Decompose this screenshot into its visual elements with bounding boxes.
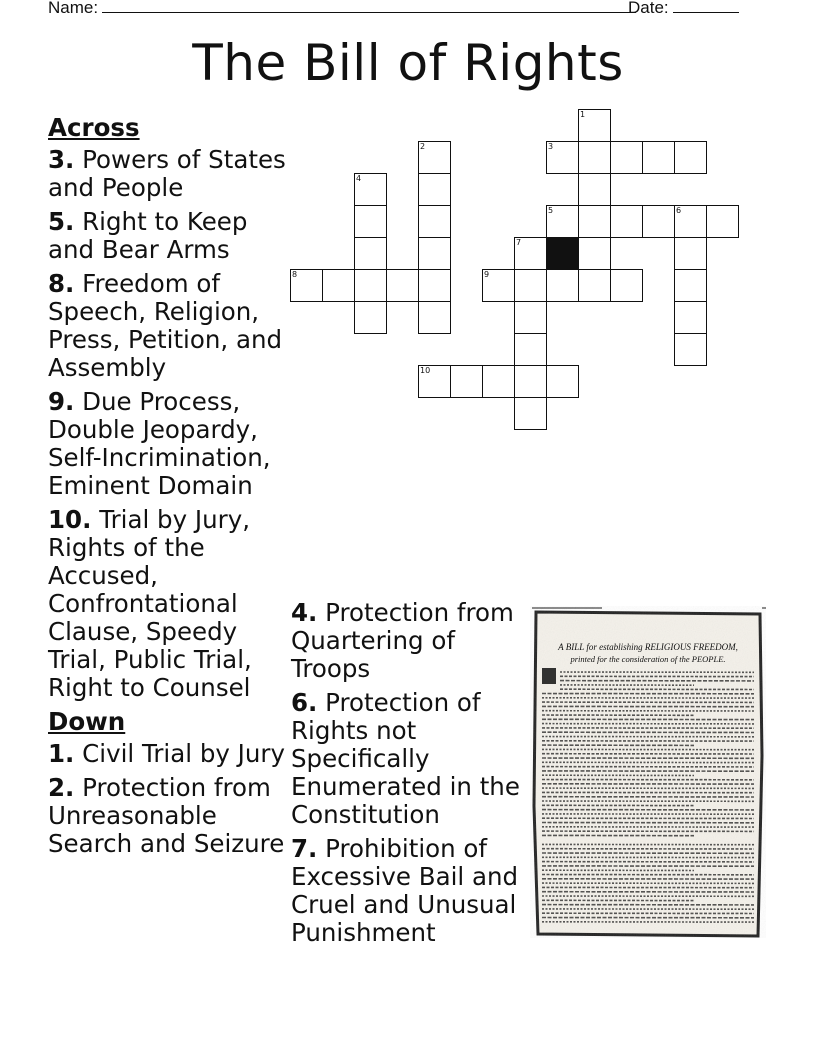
grid-cell[interactable] <box>674 237 707 270</box>
clue-text: Powers of States and People <box>48 145 286 202</box>
cell-number: 4 <box>356 174 362 183</box>
grid-cell[interactable] <box>578 109 611 142</box>
grid-cell[interactable] <box>386 269 419 302</box>
name-label: Name: <box>48 0 99 17</box>
grid-cell[interactable] <box>546 269 579 302</box>
grid-cell[interactable] <box>514 269 547 302</box>
grid-cell[interactable] <box>354 301 387 334</box>
grid-cell[interactable] <box>354 269 387 302</box>
grid-cell[interactable] <box>578 205 611 238</box>
grid-cell[interactable] <box>674 301 707 334</box>
clue-number: 5. <box>48 207 75 236</box>
date-label: Date: <box>628 0 669 17</box>
grid-cell[interactable] <box>610 205 643 238</box>
clue-text: Right to Keep and Bear Arms <box>48 207 248 264</box>
clue-across-8 <box>48 270 288 382</box>
clue-text: Civil Trial by Jury <box>82 739 285 768</box>
grid-cell[interactable] <box>514 301 547 334</box>
document-heading-1: A BILL for establishing RELIGIOUS FREEDOM, <box>558 642 738 652</box>
cell-number: 6 <box>676 206 682 215</box>
grid-cell[interactable] <box>418 173 451 206</box>
cell-number: 7 <box>516 238 522 247</box>
clue-number: 4. <box>291 598 318 627</box>
grid-cell[interactable] <box>610 141 643 174</box>
grid-cell[interactable] <box>546 141 579 174</box>
grid-cell[interactable] <box>418 205 451 238</box>
grid-cell[interactable] <box>642 141 675 174</box>
name-field[interactable] <box>48 0 636 18</box>
grid-cell[interactable] <box>674 205 707 238</box>
bill-document-image <box>530 606 766 938</box>
clue-number: 2. <box>48 773 75 802</box>
cell-number: 5 <box>548 206 554 215</box>
document-heading-2: printed for the consideration of the PEOPLE. <box>570 654 726 664</box>
grid-cell[interactable] <box>674 269 707 302</box>
clue-across-3 <box>48 146 288 202</box>
clue-across-5 <box>48 208 288 264</box>
grid-cell[interactable] <box>514 333 547 366</box>
grid-cell[interactable] <box>514 237 547 270</box>
clue-text: Protection from Quartering of Troops <box>291 598 514 683</box>
grid-cell[interactable] <box>354 237 387 270</box>
grid-cell[interactable] <box>418 365 451 398</box>
cell-number: 8 <box>292 270 298 279</box>
clue-number: 6. <box>291 688 318 717</box>
clues-column-left <box>48 114 288 864</box>
grid-cell[interactable] <box>418 269 451 302</box>
grid-cell[interactable] <box>674 333 707 366</box>
clue-number: 9. <box>48 387 75 416</box>
clue-down-6 <box>291 689 531 829</box>
grid-cell[interactable] <box>418 141 451 174</box>
grid-cell[interactable] <box>354 205 387 238</box>
clue-text: Prohibition of Excessive Bail and Cruel and Unusual Punishment <box>291 834 519 947</box>
grid-cell[interactable] <box>482 365 515 398</box>
grid-cell[interactable] <box>674 141 707 174</box>
clue-text: Freedom of Speech, Religion, Press, Petition, and Assembly <box>48 269 283 382</box>
clue-number: 3. <box>48 145 75 174</box>
clue-text: Protection from Unreasonable Search and Seizure <box>48 773 285 858</box>
grid-cell[interactable] <box>578 237 611 270</box>
date-line[interactable] <box>673 0 739 13</box>
name-line[interactable] <box>102 0 636 13</box>
grid-cell[interactable] <box>706 205 739 238</box>
grid-cell[interactable] <box>322 269 355 302</box>
down-heading: Down <box>48 707 126 736</box>
date-field[interactable] <box>628 0 739 18</box>
clue-text: Protection of Rights not Specifically Enumerated in the Constitution <box>291 688 520 829</box>
grid-cell[interactable] <box>610 269 643 302</box>
clues-column-right <box>291 599 531 953</box>
grid-cell[interactable] <box>450 365 483 398</box>
clue-number: 8. <box>48 269 75 298</box>
clue-number: 1. <box>48 739 75 768</box>
grid-cell[interactable] <box>514 365 547 398</box>
cell-number: 2 <box>420 142 426 151</box>
grid-cell[interactable] <box>546 365 579 398</box>
grid-cell[interactable] <box>418 301 451 334</box>
clue-number: 7. <box>291 834 318 863</box>
clue-across-9 <box>48 388 288 500</box>
grid-cell[interactable] <box>578 173 611 206</box>
clue-down-4 <box>291 599 531 683</box>
grid-cell[interactable] <box>514 397 547 430</box>
page-title: The Bill of Rights <box>192 34 624 92</box>
cell-number: 1 <box>580 110 586 119</box>
clue-text: Due Process, Double Jeopardy, Self-Incrimination, Eminent Domain <box>48 387 271 500</box>
clue-across-10 <box>48 506 288 702</box>
clue-text: Trial by Jury, Rights of the Accused, Confrontational Clause, Speedy Trial, Public Trial, Right to Counsel <box>48 505 252 702</box>
clue-down-2 <box>48 774 288 858</box>
grid-block <box>546 237 579 270</box>
clue-down-1 <box>48 740 288 768</box>
grid-cell[interactable] <box>354 173 387 206</box>
grid-cell[interactable] <box>578 269 611 302</box>
cell-number: 9 <box>484 270 490 279</box>
clue-down-7 <box>291 835 531 947</box>
grid-cell[interactable] <box>290 269 323 302</box>
grid-cell[interactable] <box>482 269 515 302</box>
across-heading: Across <box>48 113 140 142</box>
clue-number: 10. <box>48 505 92 534</box>
cell-number: 3 <box>548 142 554 151</box>
grid-cell[interactable] <box>642 205 675 238</box>
grid-cell[interactable] <box>578 141 611 174</box>
grid-cell[interactable] <box>546 205 579 238</box>
cell-number: 10 <box>420 366 431 375</box>
grid-cell[interactable] <box>418 237 451 270</box>
